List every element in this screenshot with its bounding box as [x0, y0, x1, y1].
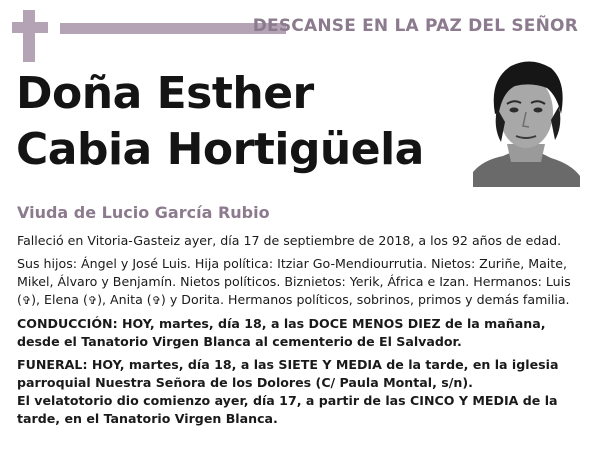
family-text: Sus hijos: Ángel y José Luis. Hija política: Itziar Go-Mendiourrutia. Nietos: Zuriñe, Maite, Mikel, Álvaro y Benjamín. Nietos políticos. Biznietos: Yerik, África e Izan. Hermanos: Luis (: [17, 256, 571, 307]
wake-paragraph: El velatotorio dio comienzo ayer, día 17, a partir de las CINCO Y MEDIA de la tarde, en el Tanatorio Virgen Blanca.: [17, 393, 558, 426]
cross-icon: [12, 10, 48, 62]
conduction-paragraph: CONDUCCIÓN: HOY, martes, día 18, a las DOCE MENOS DIEZ de la mañana, desde el Tanatorio Virgen Blanca al cementerio de El Salvador.: [17, 316, 546, 349]
portrait-photo: [473, 52, 580, 187]
deceased-cross-icon: ✞: [87, 294, 98, 307]
family-paragraph: [17, 255, 583, 310]
deceased-cross-icon: ✞: [151, 294, 161, 307]
name-line-2: Cabia Hortigüela: [16, 124, 424, 175]
family-text: ), Anita (: [97, 292, 152, 307]
announcement-body: [17, 232, 583, 433]
header-motto: DESCANSE EN LA PAZ DEL SEÑOR: [252, 16, 578, 36]
death-paragraph: Falleció en Vitoria-Gasteiz ayer, día 17 de septiembre de 2018, a los 92 años de edad.: [17, 233, 562, 248]
deceased-name: [16, 66, 424, 178]
deceased-cross-icon: ✞: [21, 294, 32, 307]
family-text: ) y Dorita. Hermanos políticos, sobrinos, primos y demás familia.: [160, 292, 570, 307]
widow-of: Viuda de Lucio García Rubio: [17, 203, 270, 222]
name-line-1: Doña Esther: [16, 68, 314, 119]
family-text: ), Elena (: [31, 292, 88, 307]
funeral-paragraph: FUNERAL: HOY, martes, día 18, a las SIETE Y MEDIA de la tarde, en la iglesia parroquial Nuestra Señora de los Dolores (C/ Paula Montal, s/n).: [17, 357, 559, 390]
